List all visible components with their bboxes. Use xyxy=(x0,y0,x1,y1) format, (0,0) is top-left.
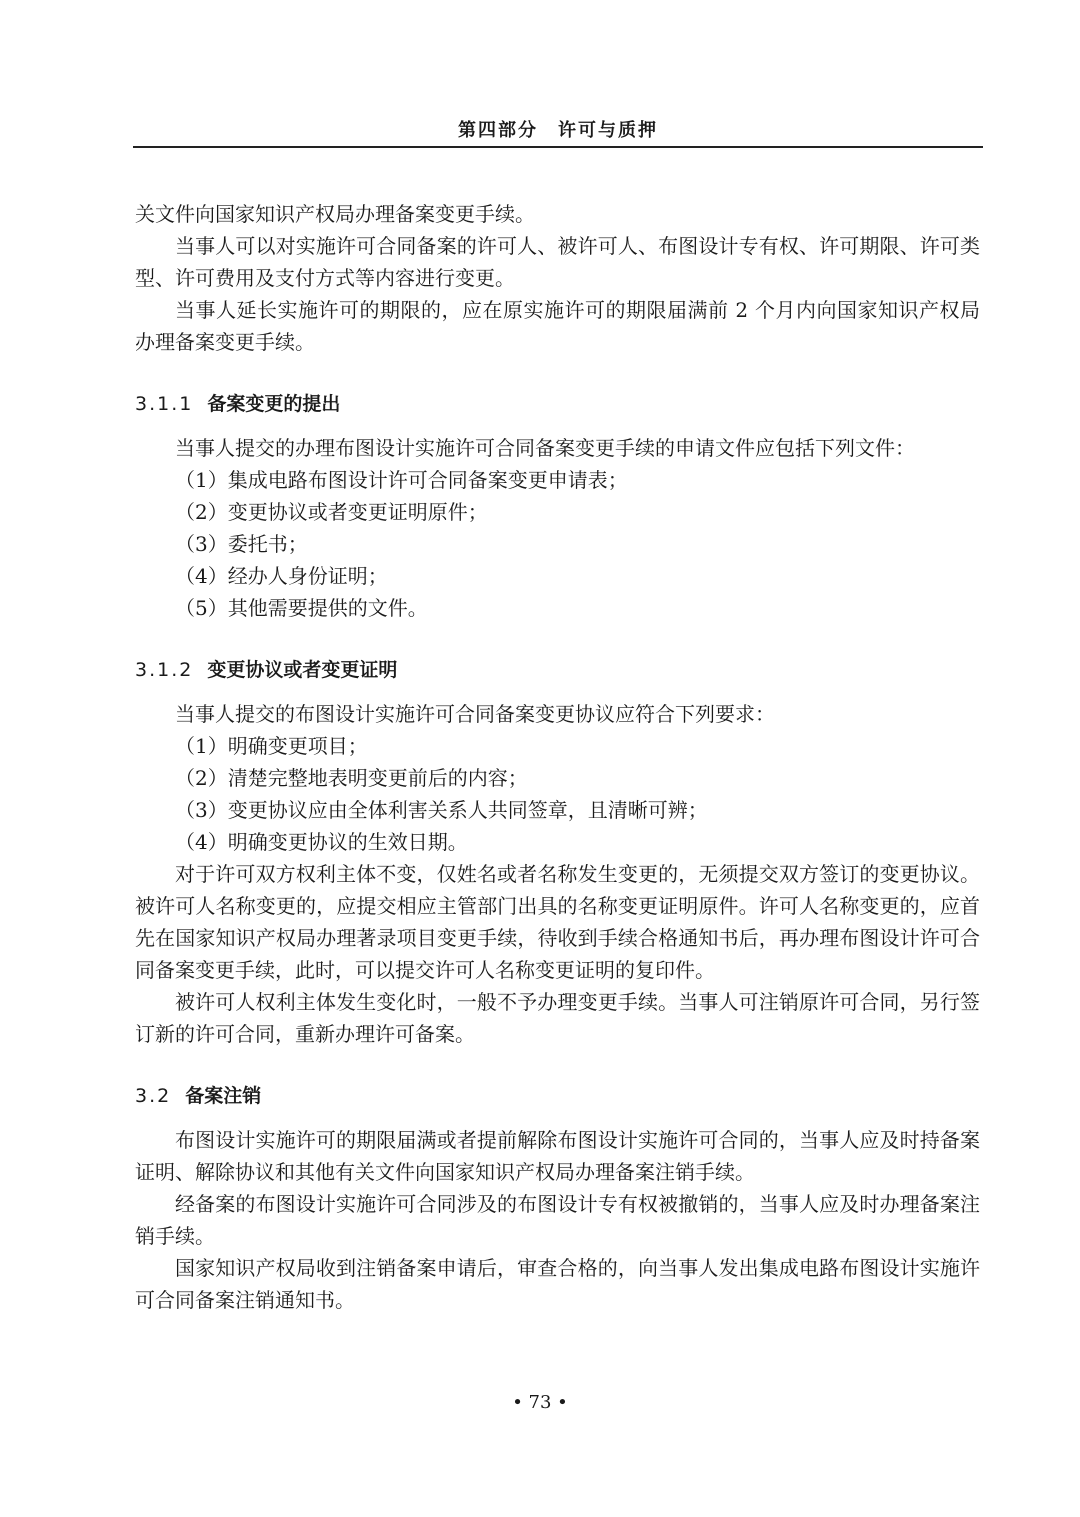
section-title: 备案变更的提出 xyxy=(207,393,341,415)
body-paragraph: 国家知识产权局收到注销备案申请后，审查合格的，向当事人发出集成电路布图设计实施许可合同备案注销通知书。 xyxy=(135,1256,980,1312)
list-item: （4）明确变更协议的生效日期。 xyxy=(175,830,468,854)
section-number: 3.1.2 xyxy=(135,659,194,681)
page-body xyxy=(135,198,980,1316)
section-lead: 当事人提交的布图设计实施许可合同备案变更协议应符合下列要求： xyxy=(175,702,775,726)
body-paragraph: 经备案的布图设计实施许可合同涉及的布图设计专有权被撤销的，当事人应及时办理备案注销手续。 xyxy=(135,1192,980,1248)
list-item: （3）变更协议应由全体利害关系人共同签章，且清晰可辨； xyxy=(175,798,708,822)
list-item: （2）清楚完整地表明变更前后的内容； xyxy=(175,766,528,790)
section-number: 3.1.1 xyxy=(135,393,194,415)
section-heading-3-1-2 xyxy=(135,654,980,686)
section-title: 备案注销 xyxy=(185,1085,262,1107)
intro-paragraph: 当事人延长实施许可的期限的，应在原实施许可的期限届满前 2 个月内向国家知识产权局办理备案变更手续。 xyxy=(135,298,980,354)
body-paragraph: 对于许可双方权利主体不变，仅姓名或者名称发生变更的，无须提交双方签订的变更协议。被许可人名称变更的，应提交相应主管部门出具的名称变更证明原件。许可人名称变更的，应首先在国家知识产权局办理著录项目变更手续，待收到手续合格通知书后，再办理布图设计许可合同备案变更手续，此时，可以提交许可人名称变更证明的复印件。 xyxy=(135,862,980,982)
list-item: （1）明确变更项目； xyxy=(175,734,368,758)
body-paragraph: 被许可人权利主体发生变化时，一般不予办理变更手续。当事人可注销原许可合同，另行签订新的许可合同，重新办理许可备案。 xyxy=(135,990,980,1046)
list-item: （3）委托书； xyxy=(175,532,308,556)
intro-paragraph-continued: 关文件向国家知识产权局办理备案变更手续。 xyxy=(135,202,535,226)
section-heading-3-1-1 xyxy=(135,388,980,420)
running-header: 第四部分 许可与质押 xyxy=(458,120,658,141)
intro-paragraph: 当事人可以对实施许可合同备案的许可人、被许可人、布图设计专有权、许可期限、许可类型、许可费用及支付方式等内容进行变更。 xyxy=(135,234,980,290)
section-lead: 当事人提交的办理布图设计实施许可合同备案变更手续的申请文件应包括下列文件： xyxy=(175,436,915,460)
header-rule xyxy=(133,146,983,148)
section-heading-3-2 xyxy=(135,1080,980,1112)
page-number: • 73 • xyxy=(512,1392,568,1413)
section-title: 变更协议或者变更证明 xyxy=(207,659,398,681)
list-item: （4）经办人身份证明； xyxy=(175,564,388,588)
body-paragraph: 布图设计实施许可的期限届满或者提前解除布图设计实施许可合同的，当事人应及时持备案证明、解除协议和其他有关文件向国家知识产权局办理备案注销手续。 xyxy=(135,1128,980,1184)
list-item: （2）变更协议或者变更证明原件； xyxy=(175,500,488,524)
list-item: （5）其他需要提供的文件。 xyxy=(175,596,428,620)
section-number: 3.2 xyxy=(135,1085,172,1107)
list-item: （1）集成电路布图设计许可合同备案变更申请表； xyxy=(175,468,628,492)
